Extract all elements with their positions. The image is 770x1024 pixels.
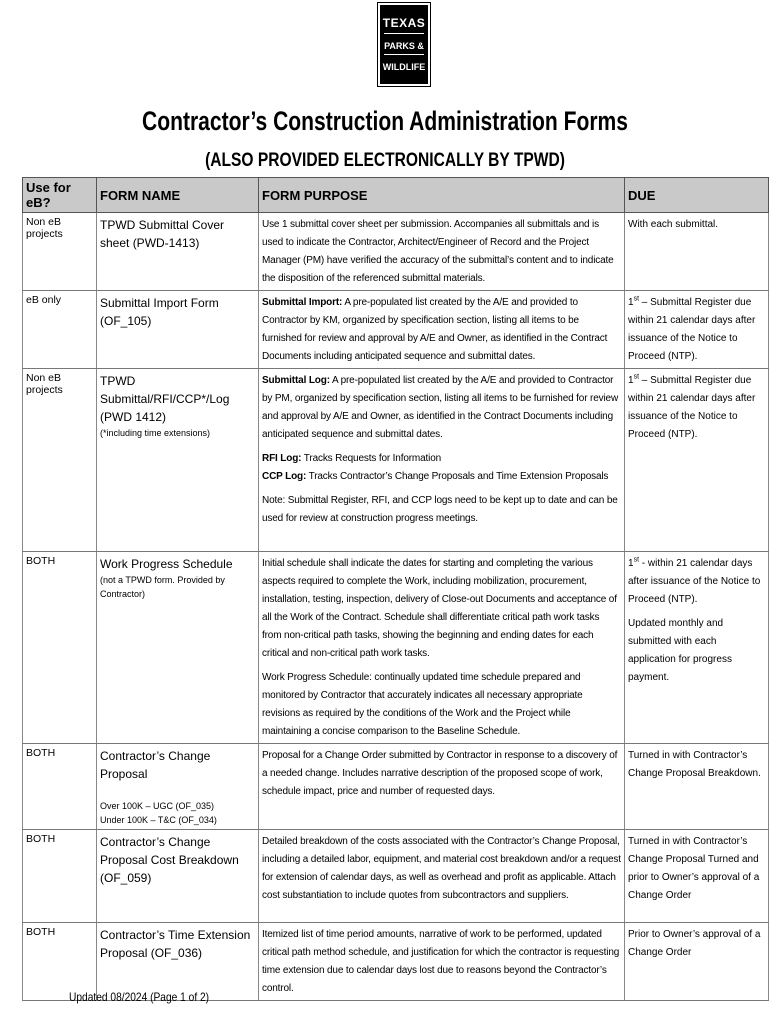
table-row — [23, 291, 769, 369]
due-ordinal: 1 — [628, 375, 634, 386]
cell-form-name: Contractor’s Time Extension Proposal (OF_036) — [97, 923, 259, 1001]
table-row — [23, 830, 769, 923]
logo-line-3: WILDLIFE — [382, 62, 426, 72]
cell-form-purpose — [259, 369, 625, 552]
cell-use-for-eb: eB only — [23, 291, 97, 369]
header-due: DUE — [625, 178, 769, 213]
logo-line-1: TEXAS — [382, 16, 426, 30]
table-row — [23, 923, 769, 1001]
due-text: – Submittal Register due within 21 calendar days after issuance of the Notice to Proceed (NTP). — [628, 297, 756, 362]
cell-form-purpose — [259, 291, 625, 369]
form-name-note: (*including time extensions) — [100, 428, 211, 438]
form-name-text: Contractor’s Change Proposal — [100, 749, 211, 781]
purpose-text: A pre-populated list created by the A/E and provided to Contractor by PM, organized by specification section, listing all items to be furnished for review and approval by A/E and Owner, as identified in the Contract Documents including anticipated sequence and submittal dates. — [262, 375, 619, 440]
cell-form-name — [97, 552, 259, 744]
page-footer: Updated 08/2024 (Page 1 of 2) — [69, 990, 210, 1004]
due-ordinal: 1 — [628, 297, 634, 308]
tpwd-logo — [378, 3, 430, 86]
logo-divider — [384, 33, 424, 34]
form-name-text: Work Progress Schedule — [100, 557, 233, 571]
header-use-for-eb: Use for eB? — [23, 178, 97, 213]
cell-due: With each submittal. — [625, 213, 769, 291]
cell-use-for-eb: BOTH — [23, 552, 97, 744]
cell-form-purpose: Detailed breakdown of the costs associated with the Contractor’s Change Proposal, including a detailed labor, equipment, and material cost breakdown and/or a request for extension of calendar days, as well as overhead and profit as applicable. Attach cost substantiation to include quotes from subcontractors and suppliers. — [259, 830, 625, 923]
cell-form-purpose: Use 1 submittal cover sheet per submission. Accompanies all submittals and is used to indicate the Contractor, Architect/Engineer of Record and the Project Manager (PM) have verified the accuracy of the submittal’s content and to indicate the disposition of the referenced submittal materials. — [259, 213, 625, 291]
logo-line-2: PARKS & — [384, 41, 424, 51]
cell-use-for-eb: BOTH — [23, 830, 97, 923]
purpose-label: Submittal Import: — [262, 297, 343, 308]
due-ordinal-suffix: st — [633, 295, 640, 303]
due-text: – Submittal Register due within 21 calendar days after issuance of the Notice to Proceed (NTP). — [628, 375, 756, 440]
table-row — [23, 744, 769, 830]
purpose-text: Initial schedule shall indicate the dates for starting and completing the various aspects required to complete the Work, including mobilization, procurement, installation, testing, inspection, delivery of Close-out Documents and acceptance of all the Work of the Contract. Schedule shall differentiate critical path work tasks from non-critical path tasks, showing the beginning and ending dates for each critical and non-critical path work tasks. — [262, 558, 617, 659]
cell-form-name — [97, 744, 259, 830]
cell-form-purpose: Itemized list of time period amounts, narrative of work to be performed, updated critical path method schedule, and justification for which the contractor is requesting time extension due to calendar days lost due to reasons beyond the Contractor’s control. — [259, 923, 625, 1001]
purpose-label: Submittal Log: — [262, 375, 330, 386]
form-name-text: TPWD Submittal/RFI/CCP*/Log (PWD 1412) — [100, 374, 230, 424]
form-name-note: (not a TPWD form. Provided by Contractor) — [100, 575, 225, 599]
table-row — [23, 369, 769, 552]
cell-due: Turned in with Contractor’s Change Proposal Turned and prior to Owner’s approval of a Change Order — [625, 830, 769, 923]
cell-due — [625, 369, 769, 552]
page-subtitle: (ALSO PROVIDED ELECTRONICALLY BY TPWD) — [205, 150, 565, 171]
cell-use-for-eb: Non eB projects — [23, 213, 97, 291]
cell-form-name: Contractor’s Change Proposal Cost Breakdown (OF_059) — [97, 830, 259, 923]
ccp-log-text: Tracks Contractor’s Change Proposals and Time Extension Proposals — [308, 471, 609, 482]
cell-form-name: TPWD Submittal Cover sheet (PWD-1413) — [97, 213, 259, 291]
ccp-log-label: CCP Log: — [262, 471, 307, 482]
purpose-note: Note: Submittal Register, RFI, and CCP logs need to be kept up to date and can be used for review at construction progress meetings. — [262, 495, 618, 524]
cell-form-name — [97, 369, 259, 552]
page-title: Contractor’s Construction Administration Forms — [142, 106, 628, 136]
cell-due: Turned in with Contractor’s Change Proposal Breakdown. — [625, 744, 769, 830]
cell-use-for-eb: Non eB projects — [23, 369, 97, 552]
rfi-log-text: Tracks Requests for Information — [303, 453, 442, 464]
table-row — [23, 552, 769, 744]
due-ordinal: 1 — [628, 558, 634, 569]
header-form-name: FORM NAME — [97, 178, 259, 213]
forms-table — [22, 177, 769, 1001]
purpose-text: A pre-populated list created by the A/E and provided to Contractor by KM, organized by specification section, listing all items to be furnished for review and approval by A/E and Owner, as identified in the Contract Documents including anticipated sequence and submittal dates. — [262, 297, 608, 362]
logo-divider — [384, 54, 424, 55]
due-ordinal-suffix: st — [633, 373, 640, 381]
cell-due — [625, 291, 769, 369]
cell-due: Prior to Owner’s approval of a Change Order — [625, 923, 769, 1001]
header-form-purpose: FORM PURPOSE — [259, 178, 625, 213]
table-header-row — [23, 178, 769, 213]
cell-form-purpose: Proposal for a Change Order submitted by Contractor in response to a discovery of a needed change. Includes narrative description of the proposed scope of work, schedule impact, price and number of requested days. — [259, 744, 625, 830]
cell-form-name: Submittal Import Form (OF_105) — [97, 291, 259, 369]
cell-form-purpose — [259, 552, 625, 744]
due-text-2: Updated monthly and submitted with each application for progress payment. — [628, 618, 732, 683]
cell-due — [625, 552, 769, 744]
purpose-text-2: Work Progress Schedule: continually updated time schedule prepared and monitored by Contractor that accurately indicates all necessary appropriate revisions as required by the conditions of the Work and the Project while maintaining a concise comparison to the Baseline Schedule. — [262, 672, 583, 737]
table-row — [23, 213, 769, 291]
cell-use-for-eb: BOTH — [23, 744, 97, 830]
cell-use-for-eb: BOTH — [23, 923, 97, 1001]
due-text: - within 21 calendar days after issuance of the Notice to Proceed (NTP). — [628, 558, 761, 605]
rfi-log-label: RFI Log: — [262, 453, 302, 464]
due-ordinal-suffix: st — [633, 556, 640, 564]
form-name-note-1: Over 100K – UGC (OF_035) — [100, 801, 215, 811]
form-name-note-2: Under 100K – T&C (OF_034) — [100, 815, 217, 825]
